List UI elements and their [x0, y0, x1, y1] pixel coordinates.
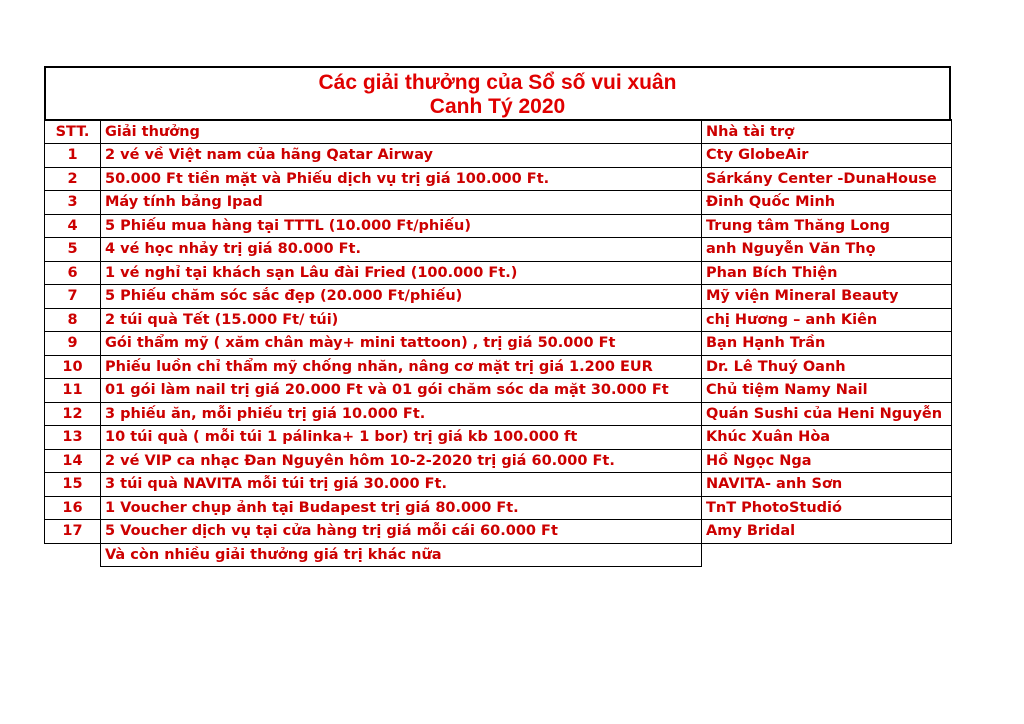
- prize-table: [44, 119, 952, 567]
- row-stt: 13: [45, 426, 101, 450]
- row-stt: 1: [45, 144, 101, 168]
- row-stt: 10: [45, 355, 101, 379]
- footer-empty-cell: [45, 543, 101, 567]
- row-prize: 3 túi quà NAVITA mỗi túi trị giá 30.000 Ft.: [101, 473, 702, 497]
- table-row: [45, 191, 952, 215]
- row-sponsor: Hồ Ngọc Nga: [702, 449, 952, 473]
- table-row: [45, 402, 952, 426]
- table-row: [45, 167, 952, 191]
- row-sponsor: Chủ tiệm Namy Nail: [702, 379, 952, 403]
- prize-sheet: [44, 66, 951, 567]
- row-prize: 2 vé về Việt nam của hãng Qatar Airway: [101, 144, 702, 168]
- table-row: [45, 332, 952, 356]
- row-sponsor: Quán Sushi của Heni Nguyễn: [702, 402, 952, 426]
- row-prize: Máy tính bảng Ipad: [101, 191, 702, 215]
- table-row: [45, 144, 952, 168]
- footer-note: Và còn nhiều giải thưởng giá trị khác nữa: [101, 543, 702, 567]
- row-stt: 8: [45, 308, 101, 332]
- title-box: [44, 66, 951, 119]
- header-sponsor: Nhà tài trợ: [702, 120, 952, 144]
- row-prize: 1 vé nghỉ tại khách sạn Lâu đài Fried (100.000 Ft.): [101, 261, 702, 285]
- row-stt: 6: [45, 261, 101, 285]
- row-prize: 3 phiếu ăn, mỗi phiếu trị giá 10.000 Ft.: [101, 402, 702, 426]
- table-row: [45, 379, 952, 403]
- row-stt: 5: [45, 238, 101, 262]
- row-prize: 10 túi quà ( mỗi túi 1 pálinka+ 1 bor) trị giá kb 100.000 ft: [101, 426, 702, 450]
- row-stt: 16: [45, 496, 101, 520]
- row-prize: 5 Phiếu chăm sóc sắc đẹp (20.000 Ft/phiếu): [101, 285, 702, 309]
- table-row: [45, 520, 952, 544]
- row-sponsor: Phan Bích Thiện: [702, 261, 952, 285]
- row-prize: Gói thẩm mỹ ( xăm chân mày+ mini tattoon) , trị giá 50.000 Ft: [101, 332, 702, 356]
- footer-empty-cell: [702, 543, 952, 567]
- row-prize: 1 Voucher chụp ảnh tại Budapest trị giá 80.000 Ft.: [101, 496, 702, 520]
- header-prize: Giải thưởng: [101, 120, 702, 144]
- table-row: [45, 308, 952, 332]
- row-sponsor: Sárkány Center -DunaHouse: [702, 167, 952, 191]
- row-stt: 2: [45, 167, 101, 191]
- row-stt: 7: [45, 285, 101, 309]
- row-sponsor: NAVITA- anh Sơn: [702, 473, 952, 497]
- row-stt: 17: [45, 520, 101, 544]
- table-row: [45, 238, 952, 262]
- row-stt: 4: [45, 214, 101, 238]
- row-sponsor: Dr. Lê Thuý Oanh: [702, 355, 952, 379]
- table-row: [45, 261, 952, 285]
- row-sponsor: Trung tâm Thăng Long: [702, 214, 952, 238]
- title-line-2: Canh Tý 2020: [429, 95, 566, 118]
- header-stt: STT.: [45, 120, 101, 144]
- row-sponsor: Bạn Hạnh Trần: [702, 332, 952, 356]
- row-prize: 4 vé học nhảy trị giá 80.000 Ft.: [101, 238, 702, 262]
- row-prize: 5 Voucher dịch vụ tại cửa hàng trị giá mỗi cái 60.000 Ft: [101, 520, 702, 544]
- table-row: [45, 473, 952, 497]
- row-prize: 50.000 Ft tiền mặt và Phiếu dịch vụ trị giá 100.000 Ft.: [101, 167, 702, 191]
- row-stt: 9: [45, 332, 101, 356]
- row-stt: 11: [45, 379, 101, 403]
- row-prize: 01 gói làm nail trị giá 20.000 Ft và 01 gói chăm sóc da mặt 30.000 Ft: [101, 379, 702, 403]
- title-line-1: Các giải thưởng của Sổ số vui xuân: [318, 71, 677, 94]
- header-row: [45, 120, 952, 144]
- row-sponsor: TnT PhotoStudió: [702, 496, 952, 520]
- row-prize: 2 vé VIP ca nhạc Đan Nguyên hôm 10-2-2020 trị giá 60.000 Ft.: [101, 449, 702, 473]
- footer-row: [45, 543, 952, 567]
- row-prize: 2 túi quà Tết (15.000 Ft/ túi): [101, 308, 702, 332]
- row-stt: 3: [45, 191, 101, 215]
- table-row: [45, 449, 952, 473]
- row-sponsor: Đinh Quốc Minh: [702, 191, 952, 215]
- table-row: [45, 496, 952, 520]
- row-sponsor: Mỹ viện Mineral Beauty: [702, 285, 952, 309]
- table-row: [45, 214, 952, 238]
- row-stt: 12: [45, 402, 101, 426]
- row-sponsor: Amy Bridal: [702, 520, 952, 544]
- row-stt: 14: [45, 449, 101, 473]
- row-stt: 15: [45, 473, 101, 497]
- row-sponsor: Cty GlobeAir: [702, 144, 952, 168]
- row-prize: 5 Phiếu mua hàng tại TTTL (10.000 Ft/phiếu): [101, 214, 702, 238]
- table-row: [45, 355, 952, 379]
- table-row: [45, 426, 952, 450]
- row-sponsor: chị Hương – anh Kiên: [702, 308, 952, 332]
- row-sponsor: Khúc Xuân Hòa: [702, 426, 952, 450]
- table-row: [45, 285, 952, 309]
- row-prize: Phiếu luồn chỉ thẩm mỹ chống nhăn, nâng cơ mặt trị giá 1.200 EUR: [101, 355, 702, 379]
- row-sponsor: anh Nguyễn Văn Thọ: [702, 238, 952, 262]
